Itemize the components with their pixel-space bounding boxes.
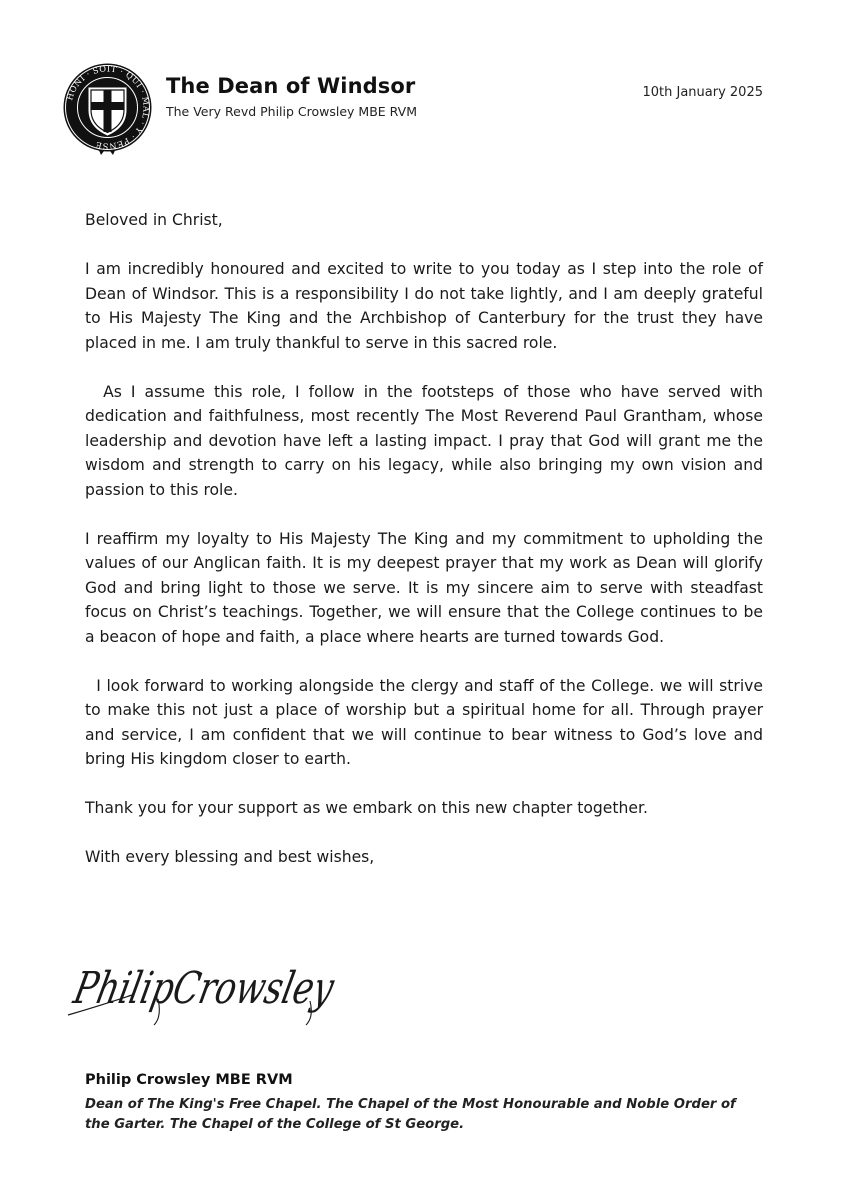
letter-date: 10th January 2025 — [642, 85, 763, 100]
closing: With every blessing and best wishes, — [85, 848, 375, 866]
paragraph: Thank you for your support as we embark on this new chapter together. — [85, 799, 648, 817]
signatory-title: Dean of The King's Free Chapel. The Chapel of the Most Honourable and Noble Order of the Garter. The Chapel of the College of St George. — [85, 1097, 736, 1132]
garter-crest-logo — [55, 55, 160, 160]
signatory-name: Philip Crowsley MBE RVM — [85, 1072, 293, 1088]
svg-text:PhilipCrowsley: PhilipCrowsley — [69, 963, 415, 1014]
paragraph: As I assume this role, I follow in the footsteps of those who have served with dedication and faithfulness, most recently The Most Reverend Paul Grantham, whose leadership and devotion have left a lasting impact. I pray that God will grant me the wisdom and strength to carry on his legacy, while also bringing my own vision and passion to this role. — [85, 382, 763, 499]
svg-text:HONI · SOIT · QUI · MAL · Y ·: HONI · SOIT · QUI · MAL · Y · PENSE — [64, 63, 152, 152]
letter-body — [85, 208, 763, 894]
paragraph: I am incredibly honoured and excited to write to you today as I step into the role of Dean of Windsor. This is a responsibility I do not take lightly, and I am deeply grateful to His Majesty The King and the Archbishop of Canterbury for the trust they have placed in me. I am truly thankful to serve in this sacred role. — [85, 260, 763, 352]
handwritten-signature — [62, 955, 415, 1027]
salutation: Beloved in Christ, — [85, 211, 223, 229]
paragraph: I reaffirm my loyalty to His Majesty The King and my commitment to upholding the values of our Anglican faith. It is my deepest prayer that my work as Dean will glorify God and bring light to those we serve. It is my sincere aim to serve with steadfast focus on Christ’s teachings. Together, we will ensure that the College continues to be a beacon of hope and faith, a place where hearts are turned towards God. — [85, 529, 763, 646]
page-subtitle: The Very Revd Philip Crowsley MBE RVM — [166, 104, 417, 119]
page-title: The Dean of Windsor — [166, 74, 416, 98]
paragraph: I look forward to working alongside the clergy and staff of the College. we will strive to make this not just a place of worship but a spiritual home for all. Through prayer and service, I am confident that we will continue to bear witness to God’s love and bring His kingdom closer to earth. — [85, 676, 763, 768]
